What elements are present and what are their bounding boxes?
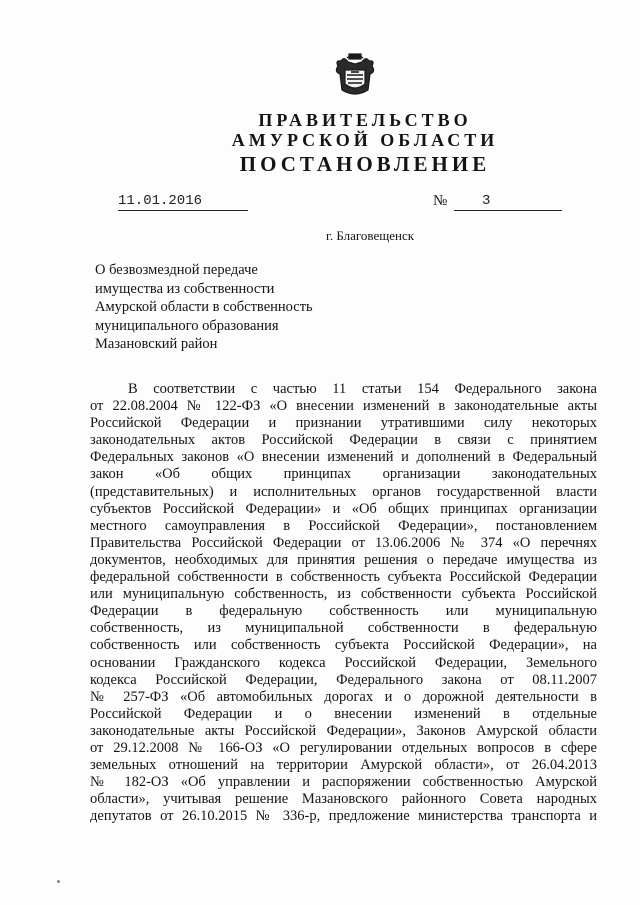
subject-line: О безвозмездной передаче: [95, 262, 258, 278]
body-line: законодательные акты Российской Федерации», Законов Амурской области: [90, 722, 597, 739]
document-subject: [95, 261, 395, 354]
coat-of-arms-emblem-icon: [332, 50, 378, 100]
body-line: федеральной собственности в собственность субъекта Российской Федерации: [90, 569, 597, 586]
body-line: закон «Об общих принципах организации законодательных: [90, 466, 597, 483]
body-line: или муниципальную собственность, из собственности субъекта Российской: [90, 586, 597, 603]
body-line: собственность, из муниципальной собственности в федеральную: [90, 620, 597, 637]
body-line: Федерации в федеральную собственность или муниципальную: [90, 603, 597, 620]
body-line: субъектов Российской Федерации» и «Об общих принципах организации: [90, 500, 597, 517]
body-line: депутатов от 26.10.2015 № 336-р, предложение министерства транспорта и: [90, 808, 597, 825]
subject-line: Амурской области в собственность: [95, 299, 313, 315]
scan-speck: [57, 880, 60, 883]
document-number-label: №: [433, 193, 448, 209]
body-line: В соответствии с частью 11 статьи 154 Федерального закона: [128, 381, 597, 397]
body-line: области», учитывая решение Мазановского районного Совета народных: [90, 791, 597, 808]
body-line: от 22.08.2004 № 122-ФЗ «О внесении изменений в законодательные акты: [90, 398, 597, 415]
body-line: Российской Федерации и признании утратившими силу некоторых: [90, 415, 597, 432]
body-line: Российской Федерации и о внесении изменений в отдельные: [90, 705, 597, 722]
body-line: местного самоуправления в Российской Федерации», постановлением: [90, 517, 597, 534]
subject-line: имущества из собственности: [95, 280, 275, 297]
document-number: 3: [454, 192, 562, 211]
city-name: г. Благовещенск: [325, 228, 415, 243]
body-line: собственность или собственность субъекта Российской Федерации», на: [90, 637, 597, 654]
body-line: № 182-ОЗ «Об управлении и распоряжении собственностью Амурской: [90, 774, 597, 791]
body-line: Федеральных законов «О внесении изменений и дополнений в Федеральный: [90, 449, 597, 466]
body-line: № 257-ФЗ «Об автомобильных дорогах и о дорожной деятельности в: [90, 688, 597, 705]
body-line: основании Гражданского кодекса Российской Федерации, Земельного: [90, 654, 597, 671]
body-line: от 29.12.2008 № 166-ОЗ «О регулировании отдельных вопросов в сфере: [90, 739, 597, 756]
government-name-line2: АМУРСКОЙ ОБЛАСТИ: [231, 130, 499, 150]
body-line: Правительства Российской Федерации от 13.06.2006 № 374 «О перечнях: [90, 534, 597, 551]
body-line: законодательных актов Российской Федерации в связи с принятием: [90, 432, 597, 449]
body-line: кодекса Российской Федерации, Федерального закона от 08.11.2007: [90, 671, 597, 688]
document-date: 11.01.2016: [118, 192, 248, 211]
government-name-line1: ПРАВИТЕЛЬСТВО: [258, 110, 472, 130]
body-line: земельных отношений на территории Амурской области», от 26.04.2013: [90, 757, 597, 774]
body-line: документов, необходимых для принятия решения о передаче имущества из: [90, 551, 597, 568]
subject-line: Мазановский район: [95, 336, 218, 352]
document-type-title: ПОСТАНОВЛЕНИЕ: [239, 152, 491, 176]
subject-line: муниципального образования: [95, 317, 279, 334]
body-line: (представительных) и исполнительных органов государственной власти: [90, 483, 597, 500]
document-body: [90, 381, 597, 825]
